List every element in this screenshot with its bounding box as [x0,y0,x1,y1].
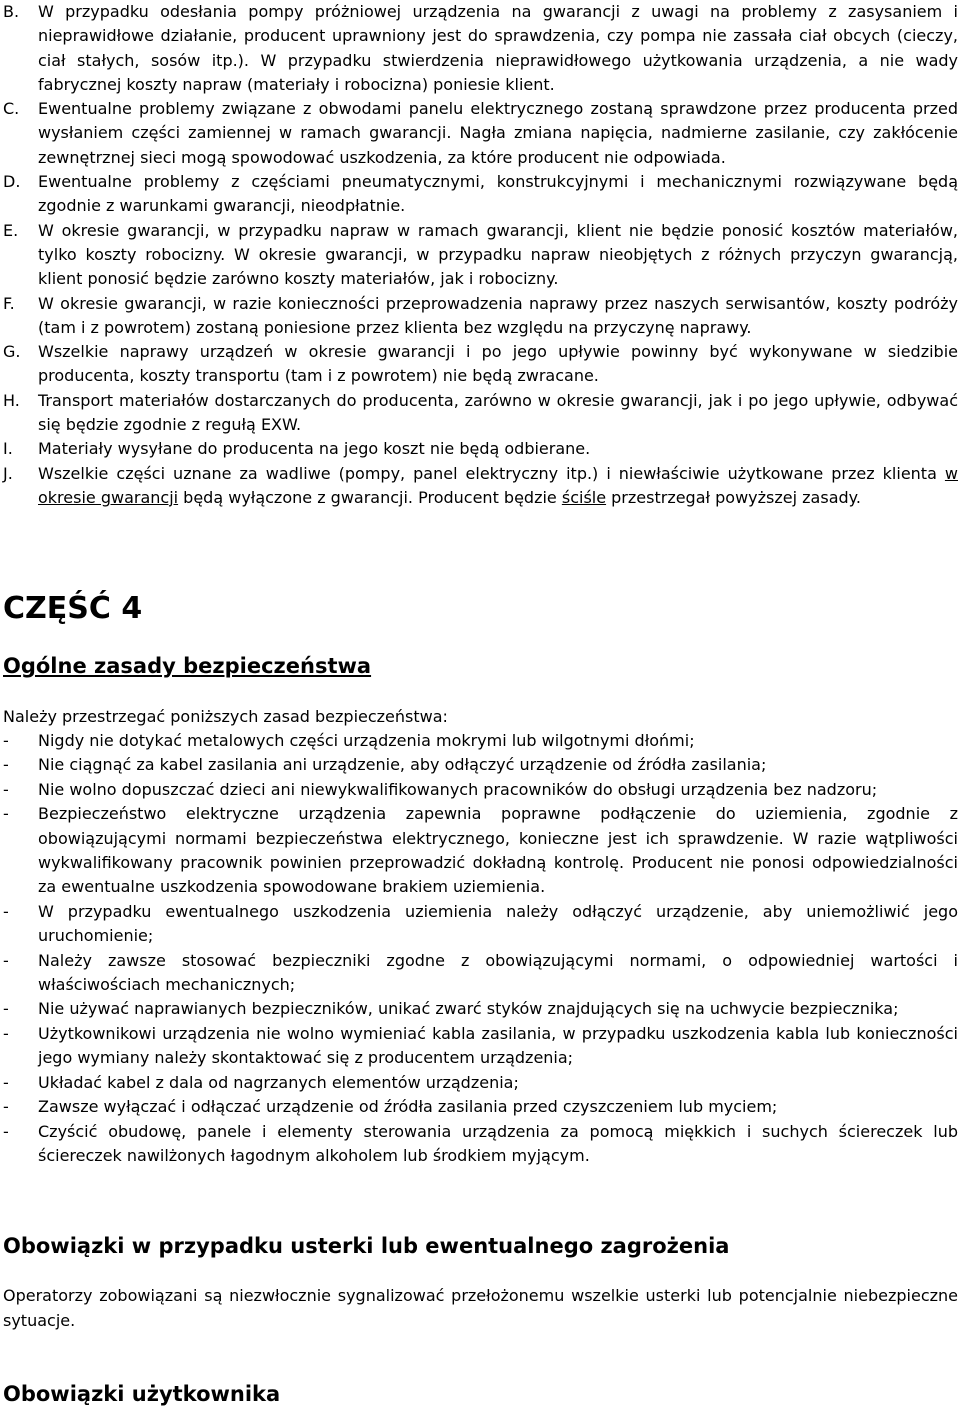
item-letter: G. [3,342,21,362]
defects-paragraph: Operatorzy zobowiązani są niezwłocznie sygnalizować przełożonemu wszelkie usterki lub potencjalnie niebezpieczne sytuacje. [3,1286,958,1330]
list-item-text: W przypadku ewentualnego uszkodzenia uziemienia należy odłączyć urządzenie, aby uniemożliwić jego uruchomienie; [38,901,958,946]
item-text: Ewentualne problemy związane z obwodami panelu elektrycznego zostaną sprawdzone przez producenta przed wysłaniem części zamiennej w ramach gwarancji. Nagła zmiana napięcia, nadmierne zasilanie, czy zakłócenie zewnętrznej sieci mogą spowodować uszkodzenia, za które producent nie odpowiada. [38,99,958,167]
item-text-part: będą wyłączone z gwarancji. Producent będzie [178,487,562,507]
user-duties-heading: Obowiązki użytkownika [3,1382,281,1406]
list-item-text: Użytkownikowi urządzenia nie wolno wymieniać kabla zasilania, w przypadku uszkodzenia kabla lub konieczności jego wymiany należy skontaktować się z producentem urządzenia; [38,1023,958,1068]
bullet-dash: - [3,901,9,921]
warranty-item-i [0,437,958,461]
safety-intro: Należy przestrzegać poniższych zasad bezpieczeństwa: [3,707,448,726]
item-text-part: Wszelkie części uznane za wadliwe (pompy, panel elektryczny itp.) i niewłaściwie użytkowane przez klienta [38,463,945,483]
safety-heading: Ogólne zasady bezpieczeństwa [3,654,372,678]
item-text: Wszelkie naprawy urządzeń w okresie gwarancji i po jego upływie powinny być wykonywane w siedzibie producenta, koszty transportu (tam i z powrotem) nie będą zwracane. [38,342,958,386]
list-item-text: Układać kabel z dala od nagrzanych elementów urządzenia; [38,1072,519,1092]
bullet-dash: - [3,731,9,750]
item-letter: J. [3,463,13,483]
bullet-dash: - [3,999,9,1019]
bullet-dash: - [3,804,9,824]
defects-heading: Obowiązki w przypadku usterki lub ewentualnego zagrożenia [3,1234,730,1258]
list-item-text: Należy zawsze stosować bezpieczniki zgodne z obowiązującymi normami, o odpowiedniej wartości i właściwościach mechanicznych; [38,950,958,995]
list-item [0,753,958,777]
item-letter: B. [3,2,20,21]
warranty-item-b [0,0,958,97]
item-text: W okresie gwarancji, w razie konieczności przeprowadzenia naprawy przez naszych serwisantów, koszty podróży (tam i z powrotem) zostaną poniesione przez klienta bez względu na przyczynę naprawy. [38,293,958,337]
bullet-dash: - [3,1023,9,1043]
list-item [0,1022,958,1071]
item-letter: H. [3,390,20,410]
underlined-text: ściśle [561,487,607,507]
item-text: Materiały wysyłane do producenta na jego koszt nie będą odbierane. [38,439,591,459]
list-item-text: Bezpieczeństwo elektryczne urządzenia zapewnia poprawne podłączenie do uziemienia, zgodnie z obowiązującymi normami bezpieczeństwa elektrycznego, konieczne jest ich sprawdzenie. W razie wątpliwości wykwalifikowany pracownik powinien przeprowadzić dokładną kontrolę. Producent nie ponosi odpowiedzialności za ewentualne uszkodzenia spowodowane brakiem uziemienia. [38,804,958,897]
item-text: Transport materiałów dostarczanych do producenta, zarówno w okresie gwarancji, jak i po jego upływie, odbywać się będzie zgodnie z regułą EXW. [38,390,958,435]
underlined-text: w okresie gwarancji [38,463,958,507]
bullet-dash: - [3,779,9,799]
warranty-item-h [0,389,958,438]
warranty-item-e [0,219,958,292]
bullet-dash: - [3,950,9,970]
list-item-text: Nie wolno dopuszczać dzieci ani niewykwalifikowanych pracowników do obsługi urządzenia bez nadzoru; [38,779,878,799]
item-text-part: przestrzegał powyższej zasady. [606,487,861,507]
list-item [0,1120,958,1169]
warranty-item-g [0,340,958,389]
list-item-text: Nigdy nie dotykać metalowych części urządzenia mokrymi lub wilgotnymi dłońmi; [38,731,695,750]
list-item [0,949,958,998]
list-item-text: Zawsze wyłączać i odłączać urządzenie od źródła zasilania przed czyszczeniem lub myciem; [38,1097,778,1117]
item-text [38,462,958,511]
list-item-text: Nie ciągnąć za kabel zasilania ani urządzenie, aby odłączyć urządzenie od źródła zasilania; [38,755,767,775]
list-item [0,729,958,753]
list-item-text: Nie używać naprawianych bezpieczników, unikać zwarć styków znajdujących się na uchwycie bezpiecznika; [38,999,899,1019]
item-text: W okresie gwarancji, w przypadku napraw w ramach gwarancji, klient nie będzie ponosić kosztów materiałów, tylko koszty robocizny. W okresie gwarancji, w przypadku napraw nieobjętych z różnych przyczyn gwarancją, klient ponosić będzie zarówno koszty materiałów, jak i robocizny. [38,220,958,289]
bullet-dash: - [3,1072,9,1092]
list-item [0,900,958,949]
warranty-item-d [0,170,958,219]
warranty-item-j [0,462,958,511]
warranty-conditions-list [0,0,958,510]
bullet-dash: - [3,755,9,775]
item-letter: F. [3,293,15,313]
list-item [0,1095,958,1119]
warranty-item-c [0,97,958,170]
list-item-text: Czyścić obudowę, panele i elementy sterowania urządzenia za pomocą miękkich i suchych ściereczek lub ściereczek nawilżonych łagodnym alkoholem lub środkiem myjącym. [38,1121,958,1165]
bullet-dash: - [3,1121,9,1141]
list-item [0,778,958,802]
safety-rules-list [0,729,958,1168]
item-text: W przypadku odesłania pompy próżniowej urządzenia na gwarancji z uwagi na problemy z zasysaniem i nieprawidłowe działanie, producent uprawniony jest do sprawdzenia, czy pompa nie zassała ciał obcych (cieczy, ciał stałych, sosów itp.). W przypadku stwierdzenia nieprawidłowego użytkowania urządzenia, a nie wady fabrycznej koszty napraw (materiały i robocizna) poniesie klient. [38,2,958,94]
item-letter: I. [3,439,13,459]
item-letter: D. [3,172,21,192]
bullet-dash: - [3,1097,9,1117]
part-title: CZĘŚĆ 4 [3,591,143,626]
item-letter: E. [3,220,19,240]
item-letter: C. [3,99,20,119]
list-item [0,997,958,1021]
warranty-item-f [0,292,958,341]
list-item [0,1071,958,1095]
list-item [0,802,958,900]
item-text: Ewentualne problemy z częściami pneumatycznymi, konstrukcyjnymi i mechanicznymi rozwiązywane będą zgodnie z warunkami gwarancji, nieodpłatnie. [38,172,958,216]
